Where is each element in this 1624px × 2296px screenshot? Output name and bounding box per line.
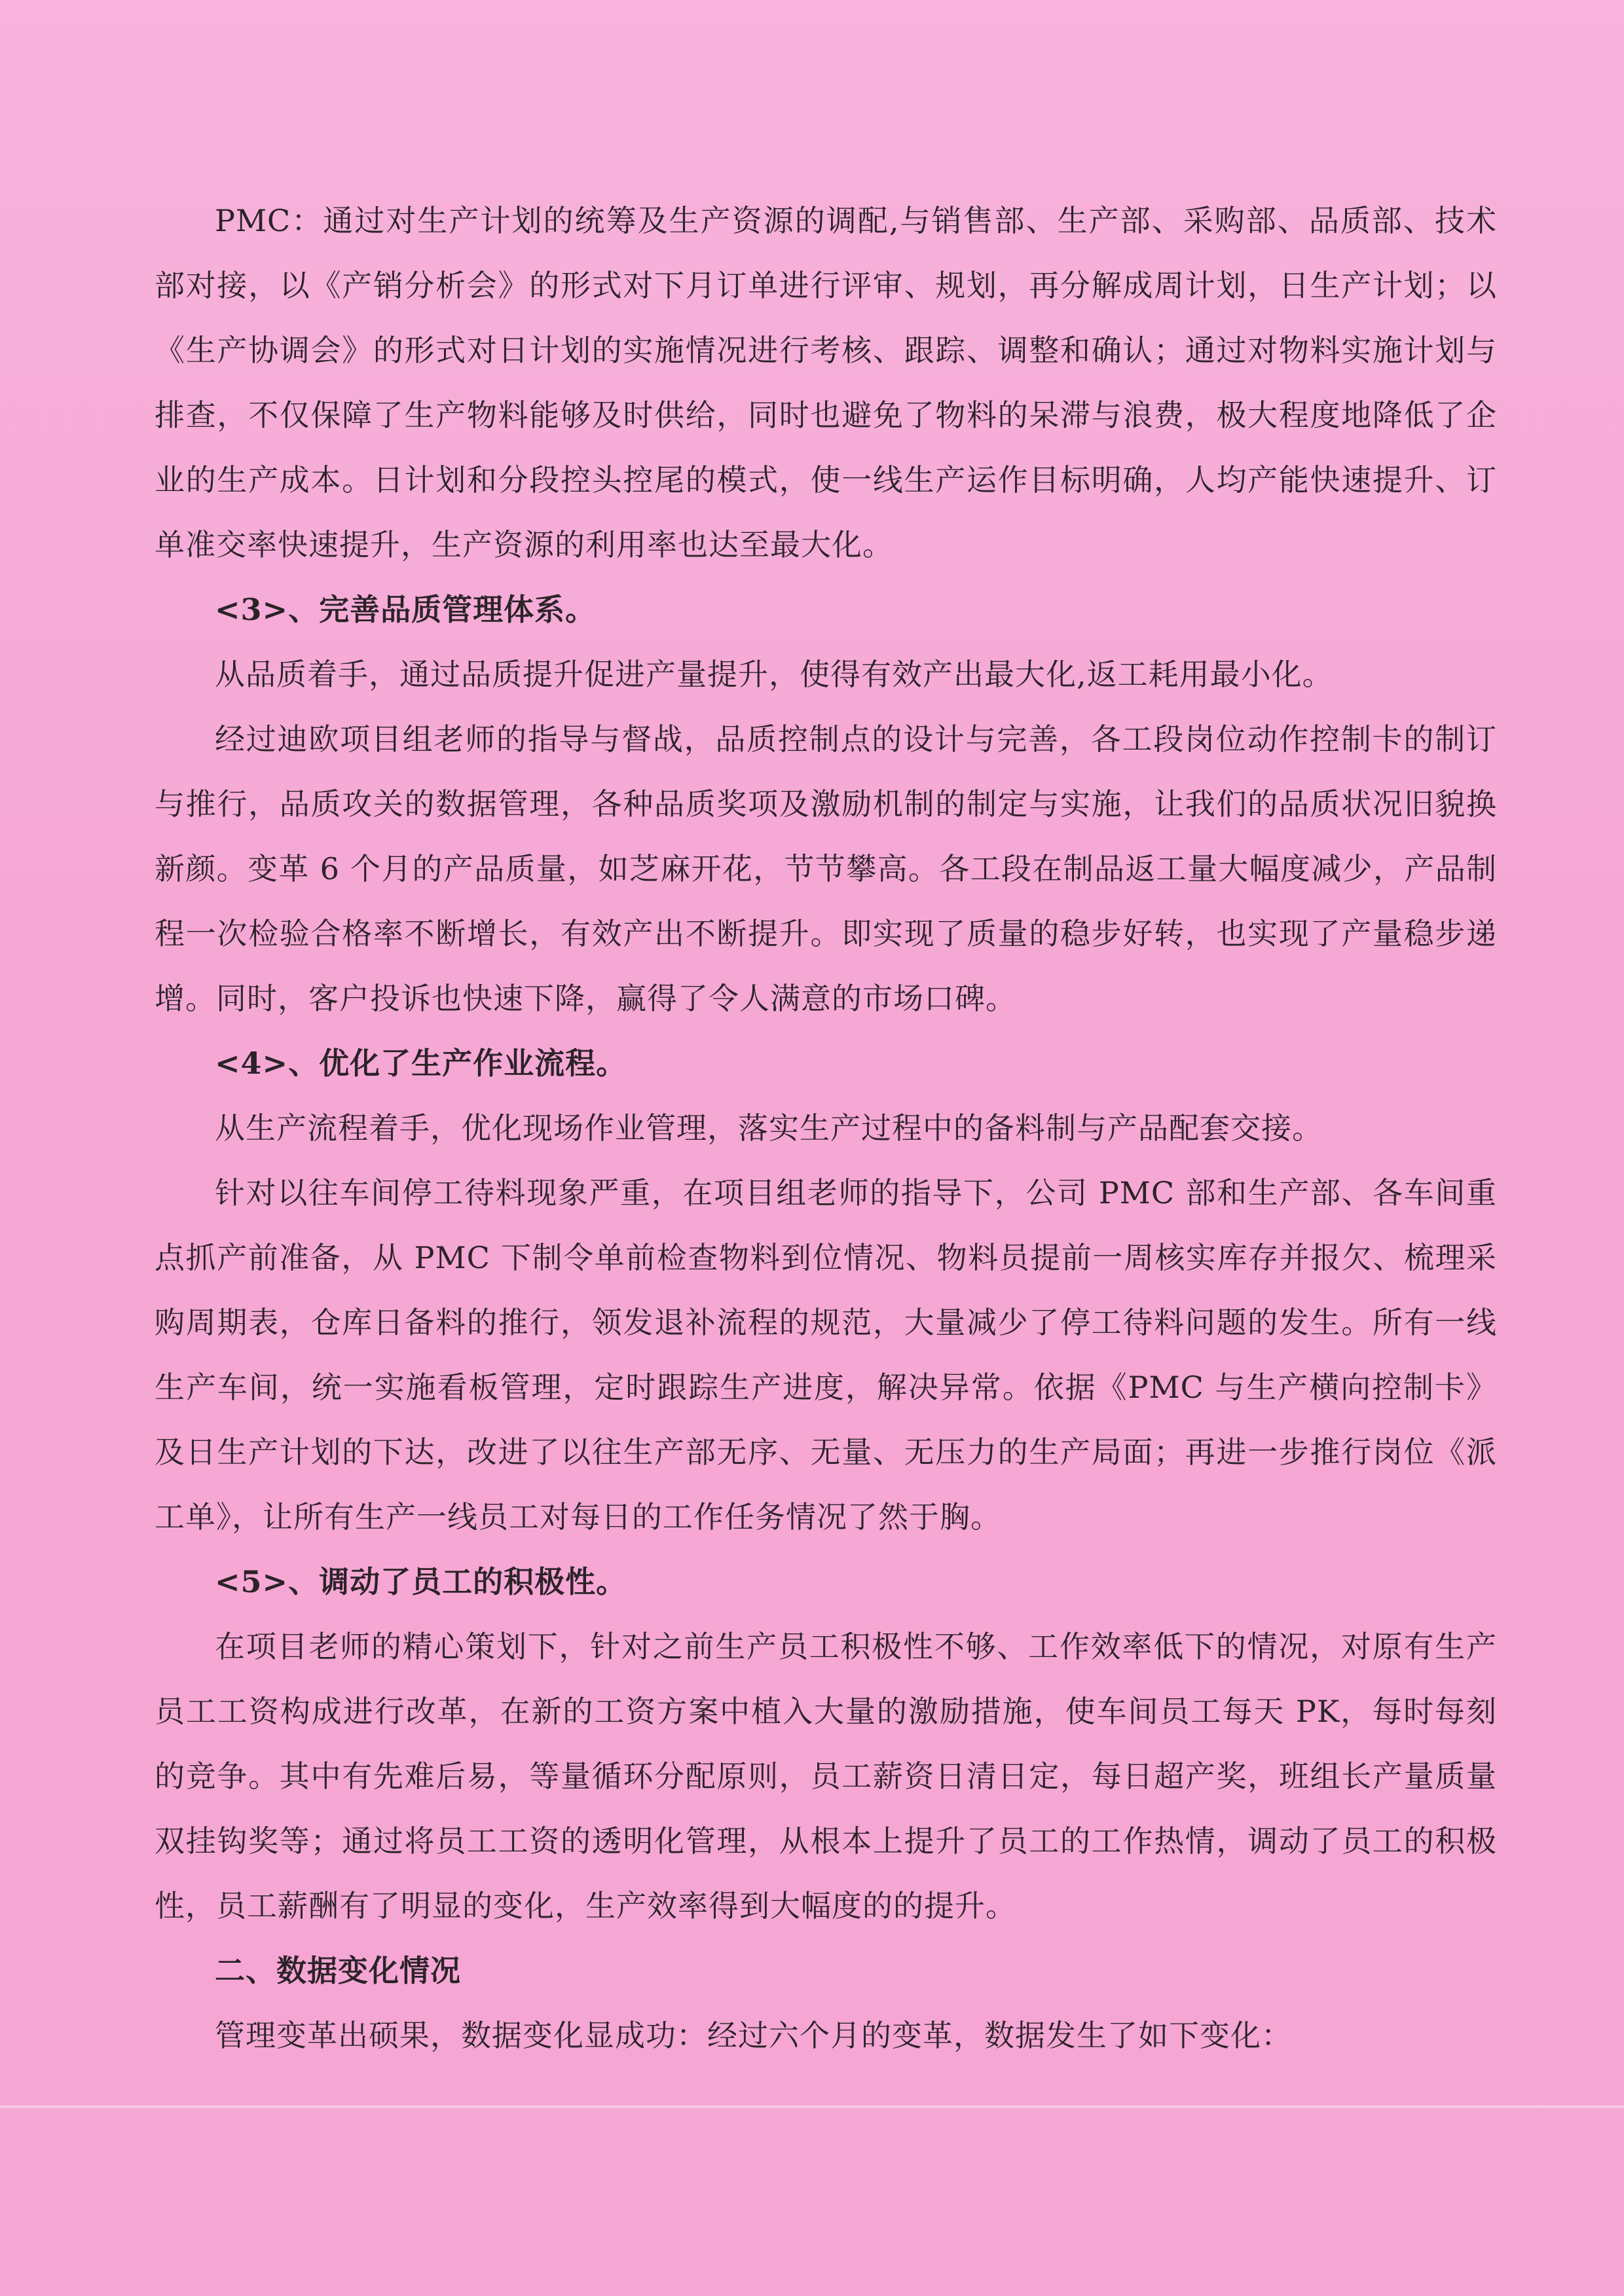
heading-section-5: <5>、调动了员工的积极性。 [215,1564,627,1599]
heading-section-3: <3>、完善品质管理体系。 [215,592,597,627]
paragraph-pmc: PMC：通过对生产计划的统筹及生产资源的调配,与销售部、生产部、采购部、品质部、技术部对接，以《产销分析会》的形式对下月订单进行评审、规划，再分解成周计划，日生产计划；以《生产协调会》的形式对日计划的实施情况进行考核、跟踪、调整和确认；通过对物料实施计划与排查，不仅保障了生产物料能够及时供给，同时也避免了物料的呆滞与浪费，极大程度地降低了企业的生产成本。日计划和分段控头控尾的模式，使一线生产运作目标明确，人均产能快速提升、订单准交率快速提升，生产资源的利用率也达至最大化。 [155,203,1497,562]
paragraph-quality-intro: 从品质着手，通过品质提升促进产量提升，使得有效产出最大化,返工耗用最小化。 [215,657,1333,692]
heading-section-4: <4>、优化了生产作业流程。 [215,1046,627,1081]
paragraph-data-intro: 管理变革出硕果，数据变化显成功：经过六个月的变革，数据发生了如下变化： [215,2018,1292,2053]
paragraph-process-intro: 从生产流程着手，优化现场作业管理，落实生产过程中的备料制与产品配套交接。 [215,1110,1323,1146]
document-body [155,189,1497,2068]
heading-section-data: 二、数据变化情况 [215,1953,461,1988]
paragraph-staff-detail: 在项目老师的精心策划下，针对之前生产员工积极性不够、工作效率低下的情况，对原有生产员工工资构成进行改革，在新的工资方案中植入大量的激励措施，使车间员工每天 PK，每时每刻的竞争。其中有先难后易，等量循环分配原则，员工薪资日清日定，每日超产奖，班组长产量质量双挂钩奖等；通过将员工工资的透明化管理，从根本上提升了员工的工作热情，调动了员工的积极性，员工薪酬有了明显的变化，生产效率得到大幅度的的提升。 [155,1629,1497,1923]
paragraph-quality-detail: 经过迪欧项目组老师的指导与督战，品质控制点的设计与完善，各工段岗位动作控制卡的制订与推行，品质攻关的数据管理，各种品质奖项及激励机制的制定与实施，让我们的品质状况旧貌换新颜。变革 6 个月的产品质量，如芝麻开花，节节攀高。各工段在制品返工量大幅度减少，产品制程一次检验合格率不断增长，有效产出不断提升。即实现了质量的稳步好转，也实现了产量稳步递增。同时，客户投诉也快速下降，赢得了令人满意的市场口碑。 [155,721,1497,1016]
paper-fold-line [0,2105,1624,2109]
paragraph-process-detail: 针对以往车间停工待料现象严重，在项目组老师的指导下，公司 PMC 部和生产部、各车间重点抓产前准备，从 PMC 下制令单前检查物料到位情况、物料员提前一周核实库存并报欠、梳理采购周期表，仓库日备料的推行，领发退补流程的规范，大量减少了停工待料问题的发生。所有一线生产车间，统一实施看板管理，定时跟踪生产进度，解决异常。依据《PMC 与生产横向控制卡》及日生产计划的下达，改进了以往生产部无序、无量、无压力的生产局面；再进一步推行岗位《派工单》，让所有生产一线员工对每日的工作任务情况了然于胸。 [155,1175,1497,1535]
